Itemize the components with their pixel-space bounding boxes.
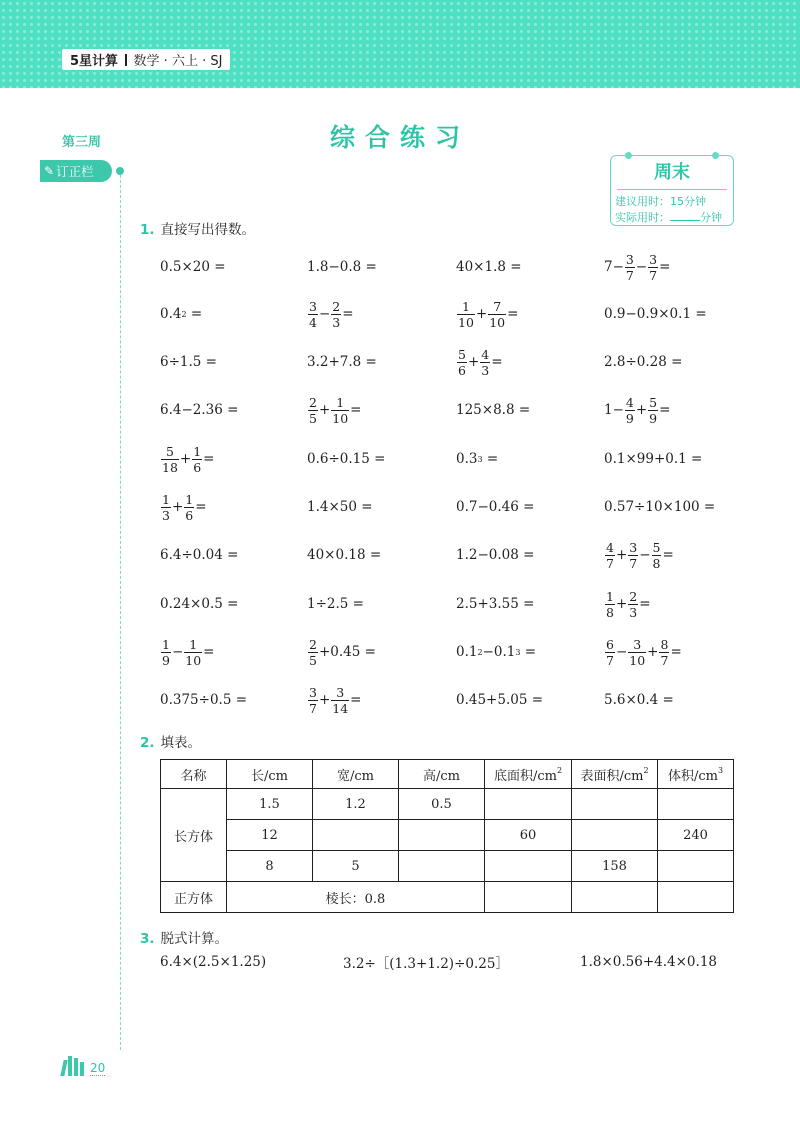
- exponent: 2: [181, 309, 187, 319]
- numerator: 4: [481, 346, 490, 362]
- fraction: [161, 492, 171, 523]
- oral-problem: [307, 632, 376, 672]
- operator: +0.45: [318, 644, 361, 660]
- denominator: 7: [629, 555, 638, 571]
- fraction: [457, 299, 475, 330]
- table-cell: 棱长：0.8: [227, 882, 485, 913]
- section-label: 脱式计算。: [160, 931, 229, 947]
- numerator: 1: [162, 491, 170, 507]
- equals: =: [342, 306, 354, 322]
- operator: −: [318, 306, 331, 322]
- page-footer: [62, 1056, 105, 1076]
- numerator: 1: [606, 588, 614, 604]
- numerator: 6: [606, 636, 614, 652]
- header-text: 体积/cm: [667, 768, 718, 784]
- fraction: [659, 637, 669, 668]
- fraction: [648, 252, 658, 283]
- denominator: 10: [629, 652, 646, 668]
- table-row: [161, 851, 734, 882]
- oral-problem: 2.5+3.55 =: [456, 596, 535, 612]
- oral-problem: 125×8.8 =: [456, 402, 531, 418]
- denominator: 7: [606, 555, 614, 571]
- oral-problem: 1.8−0.8 =: [307, 259, 377, 275]
- fraction: [184, 637, 202, 668]
- denominator: 3: [162, 507, 170, 523]
- fraction: [628, 540, 638, 571]
- fraction: [625, 395, 635, 426]
- correction-tab-label: 订正栏: [56, 164, 94, 179]
- section-3-heading: [140, 927, 228, 947]
- fraction: [308, 299, 318, 330]
- numerator: 2: [309, 636, 317, 652]
- table-header: 高/cm: [399, 760, 485, 789]
- table-cell: 1.2: [313, 789, 399, 820]
- numerator: 4: [606, 539, 614, 555]
- table-header: [572, 760, 658, 789]
- operator: +: [179, 451, 192, 467]
- section-number: 2.: [140, 735, 155, 751]
- header-exponent: 3: [717, 765, 724, 775]
- oral-problem: 0.57÷10×100 =: [604, 499, 716, 515]
- exponent: 2: [477, 647, 483, 657]
- oral-problem: 0.24×0.5 =: [160, 596, 239, 612]
- weekend-stamp: [610, 155, 734, 226]
- fraction: [628, 589, 638, 620]
- books-icon: [80, 1062, 84, 1076]
- pencil-icon: ✎: [44, 164, 55, 178]
- operator: +: [635, 402, 648, 418]
- actual-time-unit: 分钟: [700, 211, 722, 224]
- section-2-heading: [140, 731, 201, 751]
- numerator: 5: [165, 443, 174, 459]
- operator: −: [639, 547, 651, 563]
- header-exponent: 2: [643, 765, 649, 775]
- table-header-row: [161, 760, 734, 789]
- oral-problem: [456, 294, 518, 334]
- table-cell: 60: [485, 820, 572, 851]
- stamp-title: 周末: [611, 156, 733, 190]
- equals: =: [662, 547, 674, 563]
- fraction: [308, 637, 318, 668]
- denominator: 9: [625, 410, 634, 426]
- denominator: 6: [185, 507, 194, 523]
- fraction: [628, 637, 646, 668]
- table-cell: 12: [227, 820, 313, 851]
- denominator: 10: [185, 652, 202, 668]
- denominator: 7: [649, 267, 658, 283]
- numerator: 5: [649, 394, 658, 410]
- suggest-time: 建议用时：15分钟: [615, 195, 706, 208]
- denominator: 7: [625, 267, 634, 283]
- oral-problem: 0.5×20 =: [160, 259, 226, 275]
- numerator: 5: [458, 346, 466, 362]
- table-header: 宽/cm: [313, 760, 399, 789]
- oral-problem: 0.375÷0.5 =: [160, 692, 248, 708]
- fraction: [625, 252, 635, 283]
- term: 0.1: [456, 644, 478, 660]
- fraction: [161, 444, 179, 475]
- oral-problem: 1.4×50 =: [307, 499, 373, 515]
- equals: =: [195, 499, 207, 515]
- oral-problem: [160, 439, 214, 479]
- oral-problem: [456, 449, 498, 469]
- denominator: 10: [458, 314, 474, 330]
- denominator: 3: [481, 362, 490, 378]
- header-band: [0, 0, 800, 88]
- fraction: [161, 637, 171, 668]
- equals: =: [639, 596, 651, 612]
- term: 1−: [604, 402, 624, 418]
- oral-problem: 0.45+5.05 =: [456, 692, 544, 708]
- detail-problem: 6.4×(2.5×1.25): [160, 954, 267, 970]
- equals: =: [350, 402, 362, 418]
- actual-time-blank[interactable]: [670, 220, 700, 221]
- header-exponent: 2: [556, 765, 563, 775]
- equals: =: [364, 644, 376, 660]
- table-cell: 0.5: [399, 789, 485, 820]
- numerator: 3: [309, 298, 317, 314]
- equals: =: [670, 644, 682, 660]
- fraction: [605, 637, 615, 668]
- equals: =: [486, 451, 499, 467]
- table-cell[interactable]: [658, 789, 734, 820]
- fraction: [480, 347, 490, 378]
- denominator: 9: [162, 652, 170, 668]
- fraction: [605, 589, 615, 620]
- numerator: 3: [629, 539, 638, 555]
- oral-problem: 40×1.8 =: [456, 259, 522, 275]
- table-cell[interactable]: [313, 820, 399, 851]
- oral-problem: [456, 342, 503, 382]
- denominator: 8: [652, 555, 661, 571]
- numerator: 2: [629, 588, 638, 604]
- section-label: 填表。: [160, 735, 202, 751]
- numerator: 3: [336, 684, 345, 700]
- fraction: [331, 299, 341, 330]
- numerator: 1: [336, 394, 345, 410]
- fraction: [331, 685, 349, 716]
- denominator: 10: [489, 314, 506, 330]
- table-cell[interactable]: [485, 851, 572, 882]
- fraction: [192, 444, 202, 475]
- fill-table: [160, 759, 734, 913]
- row-label: 长方体: [161, 789, 227, 882]
- numerator: 1: [461, 298, 470, 314]
- operator: −: [615, 644, 628, 660]
- term: −0.1: [482, 644, 516, 660]
- operator: +: [647, 644, 659, 660]
- operator: +: [615, 596, 628, 612]
- term: 0.4: [160, 306, 182, 322]
- equals: =: [659, 402, 671, 418]
- table-cell[interactable]: [572, 882, 658, 913]
- oral-problem: [604, 390, 670, 430]
- operator: +: [171, 499, 184, 515]
- table-row: [161, 882, 734, 913]
- denominator: 10: [332, 410, 349, 426]
- section-1-heading: [140, 218, 255, 238]
- oral-problem: 6.4−2.36 =: [160, 402, 239, 418]
- oral-problem: 3.2+7.8 =: [307, 354, 377, 370]
- header-text: 底面积/cm: [493, 768, 557, 784]
- oral-problem: 40×0.18 =: [307, 547, 382, 563]
- numerator: 1: [162, 636, 170, 652]
- exponent: 3: [477, 454, 483, 464]
- table-cell[interactable]: [572, 789, 658, 820]
- page-title: 综合练习: [329, 123, 470, 152]
- oral-problem: 6÷1.5 =: [160, 354, 217, 370]
- oral-problem: 0.7−0.46 =: [456, 499, 535, 515]
- table-header: 名称: [161, 760, 227, 789]
- term: 7−: [604, 259, 624, 275]
- numerator: 5: [652, 539, 661, 555]
- table-cell[interactable]: [658, 851, 734, 882]
- fraction: [605, 540, 615, 571]
- denominator: 4: [309, 314, 317, 330]
- row-label: 正方体: [161, 882, 227, 913]
- table-cell[interactable]: [485, 882, 572, 913]
- section-label: 直接写出得数。: [160, 222, 256, 238]
- oral-problem: 6.4÷0.04 =: [160, 547, 239, 563]
- actual-time: [611, 209, 733, 225]
- numerator: 3: [309, 684, 317, 700]
- table-row: [161, 820, 734, 851]
- equals: =: [524, 644, 537, 660]
- term: 0.3: [456, 451, 478, 467]
- operator: −: [171, 644, 184, 660]
- operator: +: [615, 547, 628, 563]
- subject-text: 数学 · 六上 · SJ: [133, 54, 223, 69]
- denominator: 3: [629, 604, 638, 620]
- oral-problem: [604, 584, 651, 624]
- fraction: [308, 395, 318, 426]
- books-icon: [68, 1056, 72, 1076]
- table-header: [485, 760, 572, 789]
- tab-dot: [116, 167, 124, 175]
- numerator: 8: [660, 636, 669, 652]
- table-header: [658, 760, 734, 789]
- header-label: [62, 49, 230, 70]
- oral-problem: 2.8÷0.28 =: [604, 354, 683, 370]
- denominator: 6: [458, 362, 466, 378]
- equals: =: [491, 354, 503, 370]
- numerator: 4: [625, 394, 634, 410]
- table-cell[interactable]: [572, 820, 658, 851]
- fraction: [331, 395, 349, 426]
- oral-problem: [160, 632, 214, 672]
- brand-text: 5星计算: [70, 54, 119, 69]
- books-icon: [60, 1060, 67, 1076]
- books-icon: [74, 1058, 78, 1076]
- denominator: 9: [649, 410, 658, 426]
- oral-problem: 0.9−0.9×0.1 =: [604, 306, 707, 322]
- numerator: 1: [185, 491, 194, 507]
- numerator: 1: [189, 636, 198, 652]
- equals: =: [507, 306, 519, 322]
- week-label: 第三周: [62, 135, 102, 150]
- oral-problem: [307, 390, 361, 430]
- numerator: 7: [493, 298, 502, 314]
- table-cell[interactable]: [399, 820, 485, 851]
- fraction: [308, 685, 318, 716]
- table-header: 长/cm: [227, 760, 313, 789]
- operator: +: [467, 354, 480, 370]
- table-cell[interactable]: [658, 882, 734, 913]
- oral-problem: 1÷2.5 =: [307, 596, 364, 612]
- equals: =: [350, 692, 362, 708]
- page-number: 20: [90, 1061, 106, 1075]
- table-cell[interactable]: [485, 789, 572, 820]
- oral-problem: [160, 304, 202, 324]
- operator: +: [318, 692, 331, 708]
- fraction: [648, 395, 658, 426]
- numerator: 1: [193, 443, 202, 459]
- oral-problem: [307, 680, 361, 720]
- equals: =: [659, 259, 671, 275]
- table-cell: 1.5: [227, 789, 313, 820]
- table-row: [161, 789, 734, 820]
- oral-problem: 0.6÷0.15 =: [307, 451, 386, 467]
- oral-problem: 0.1×99+0.1 =: [604, 451, 703, 467]
- table-cell: 8: [227, 851, 313, 882]
- oral-problem: [160, 487, 207, 527]
- detail-problem: 1.8×0.56+4.4×0.18: [580, 954, 717, 970]
- operator: +: [318, 402, 331, 418]
- numerator: 2: [332, 298, 341, 314]
- correction-line: [120, 175, 121, 1050]
- equals: =: [203, 644, 215, 660]
- denominator: 7: [606, 652, 614, 668]
- table-cell: 158: [572, 851, 658, 882]
- table-cell[interactable]: [399, 851, 485, 882]
- header-text: 表面积/cm: [580, 768, 644, 784]
- denominator: 3: [332, 314, 341, 330]
- numerator: 3: [633, 636, 642, 652]
- fraction: [488, 299, 506, 330]
- oral-problem: [604, 535, 674, 575]
- oral-problem: 1.2−0.08 =: [456, 547, 535, 563]
- exponent: 3: [515, 647, 521, 657]
- oral-problem: [456, 642, 536, 662]
- section-number: 1.: [140, 222, 155, 238]
- operator: −: [635, 259, 648, 275]
- actual-time-label: 实际用时：: [615, 211, 670, 224]
- denominator: 8: [606, 604, 614, 620]
- equals: =: [190, 306, 203, 322]
- oral-problem: [307, 294, 354, 334]
- fraction: [184, 492, 194, 523]
- numerator: 3: [649, 251, 658, 267]
- equals: =: [203, 451, 215, 467]
- denominator: 6: [193, 459, 202, 475]
- operator: +: [475, 306, 488, 322]
- denominator: 5: [309, 410, 317, 426]
- fraction: [652, 540, 662, 571]
- denominator: 7: [309, 700, 317, 716]
- section-number: 3.: [140, 931, 155, 947]
- denominator: 5: [309, 652, 317, 668]
- numerator: 3: [625, 251, 634, 267]
- correction-tab: [40, 160, 112, 182]
- oral-problem: [604, 247, 670, 287]
- oral-problem: 5.6×0.4 =: [604, 692, 674, 708]
- table-cell: 5: [313, 851, 399, 882]
- oral-problem: [604, 632, 682, 672]
- header-divider: [125, 54, 127, 66]
- denominator: 18: [162, 459, 178, 475]
- numerator: 2: [309, 394, 317, 410]
- detail-problem: 3.2÷［(1.3+1.2)÷0.25］: [343, 956, 509, 972]
- denominator: 14: [332, 700, 349, 716]
- fraction: [457, 347, 467, 378]
- denominator: 7: [660, 652, 669, 668]
- table-cell: 240: [658, 820, 734, 851]
